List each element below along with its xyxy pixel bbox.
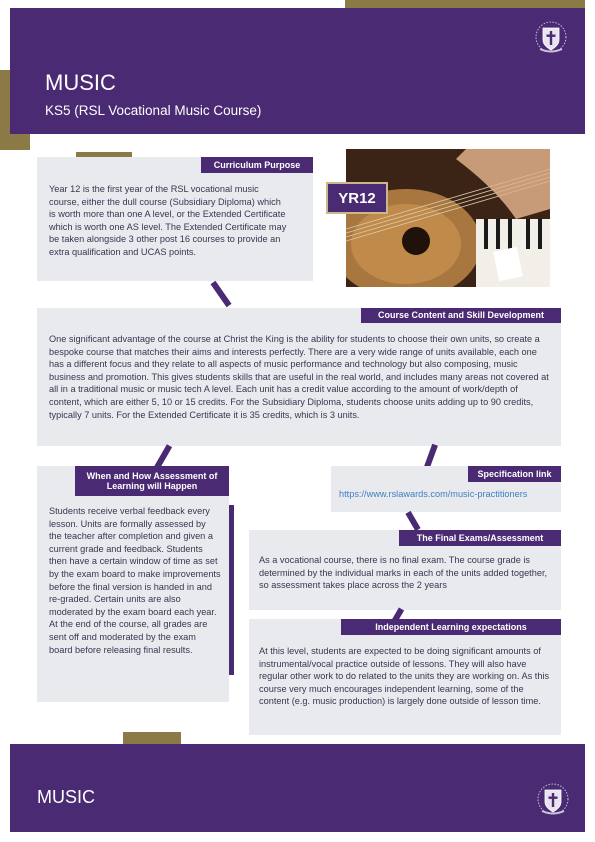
header-gold-accent-top [345,0,585,8]
independent-text: At this level, students are expected to be doing significant amounts of instrumental/vocal practice outside of lessons. They will also have regular other work to do related to the units they are working on. As this course very much encourages independent learning, some of the content (e.g. music production) is largely done outside of lesson time. [259,646,550,707]
school-crest-icon [536,782,570,818]
connector-1 [211,281,232,307]
year-badge [326,182,388,214]
assessment-panel [37,466,229,702]
assessment-text: Students receive verbal feedback every lesson. Units are formally assessed by the teacher after completion and given a current grade and feedback. Students then have a certain window of time as set by the exam board to make improvements before the final version is handed in and re-graded. Certain units are also moderated by the exam board each year. At the end of the course, all grades are sent off and moderated by the exam board before releasing final results. [49,506,221,655]
course-content-text: One significant advantage of the course at Christ the King is the ability for students to choose their own units, so create a bespoke course that matches their aims and interests perfectly. There are a very wide range of units available, each one has a different focus and they relate to all aspects of music performance and technology but also composing, music business and promotion. This gives students skills that are useful in the real world, and includes many areas not covered at all in a traditional music or music tech A level. Each unit has a credit value according to the amount of work/depth of content, which are either 5, 10 or 15 credits. For the Subsidiary Diploma, students choose units adding up to 90 credits, typically 7 units. For the Extended Certificate it is 35 credits, which is 3 units. [49,334,549,420]
independent-label: Independent Learning expectations [341,619,561,635]
specification-link[interactable]: https://www.rslawards.com/music-practitioners [339,489,528,499]
guitar-piano-photo [346,149,550,287]
curriculum-purpose-label: Curriculum Purpose [201,157,313,173]
page-title: MUSIC [45,70,116,95]
connector-3 [424,444,438,469]
connector-4 [405,511,420,531]
year-badge-text: YR12 [338,189,376,207]
footer-gold-accent [123,732,181,744]
school-crest-icon [534,20,568,56]
footer-title: MUSIC [37,787,95,807]
course-content-label: Course Content and Skill Development [361,308,561,323]
footer-banner [10,744,585,832]
curriculum-purpose-text: Year 12 is the first year of the RSL vocational music course, either the dull course (Subsidiary Diploma) which is worth more than one A level, or the Extended Certificate which is worth one AS level. The Extended Certificate may be taken alongside 3 other post 16 courses to provide an extra qualification and UCAS points. [49,184,287,257]
final-exams-label: The Final Exams/Assessment [399,530,561,546]
photo-illustration [346,149,550,287]
curriculum-purpose-panel [37,157,313,281]
assessment-side-bar [229,505,234,675]
specification-label: Specification link [468,466,561,482]
final-exams-text: As a vocational course, there is no final exam. The course grade is determined by the individual marks in each of the units added together, so assessment takes place across the 2 years [259,555,548,591]
course-content-panel [37,308,561,446]
page-subtitle: KS5 (RSL Vocational Music Course) [45,103,262,118]
assessment-label: When and How Assessment of Learning will Happen [75,466,229,496]
independent-panel [249,619,561,735]
